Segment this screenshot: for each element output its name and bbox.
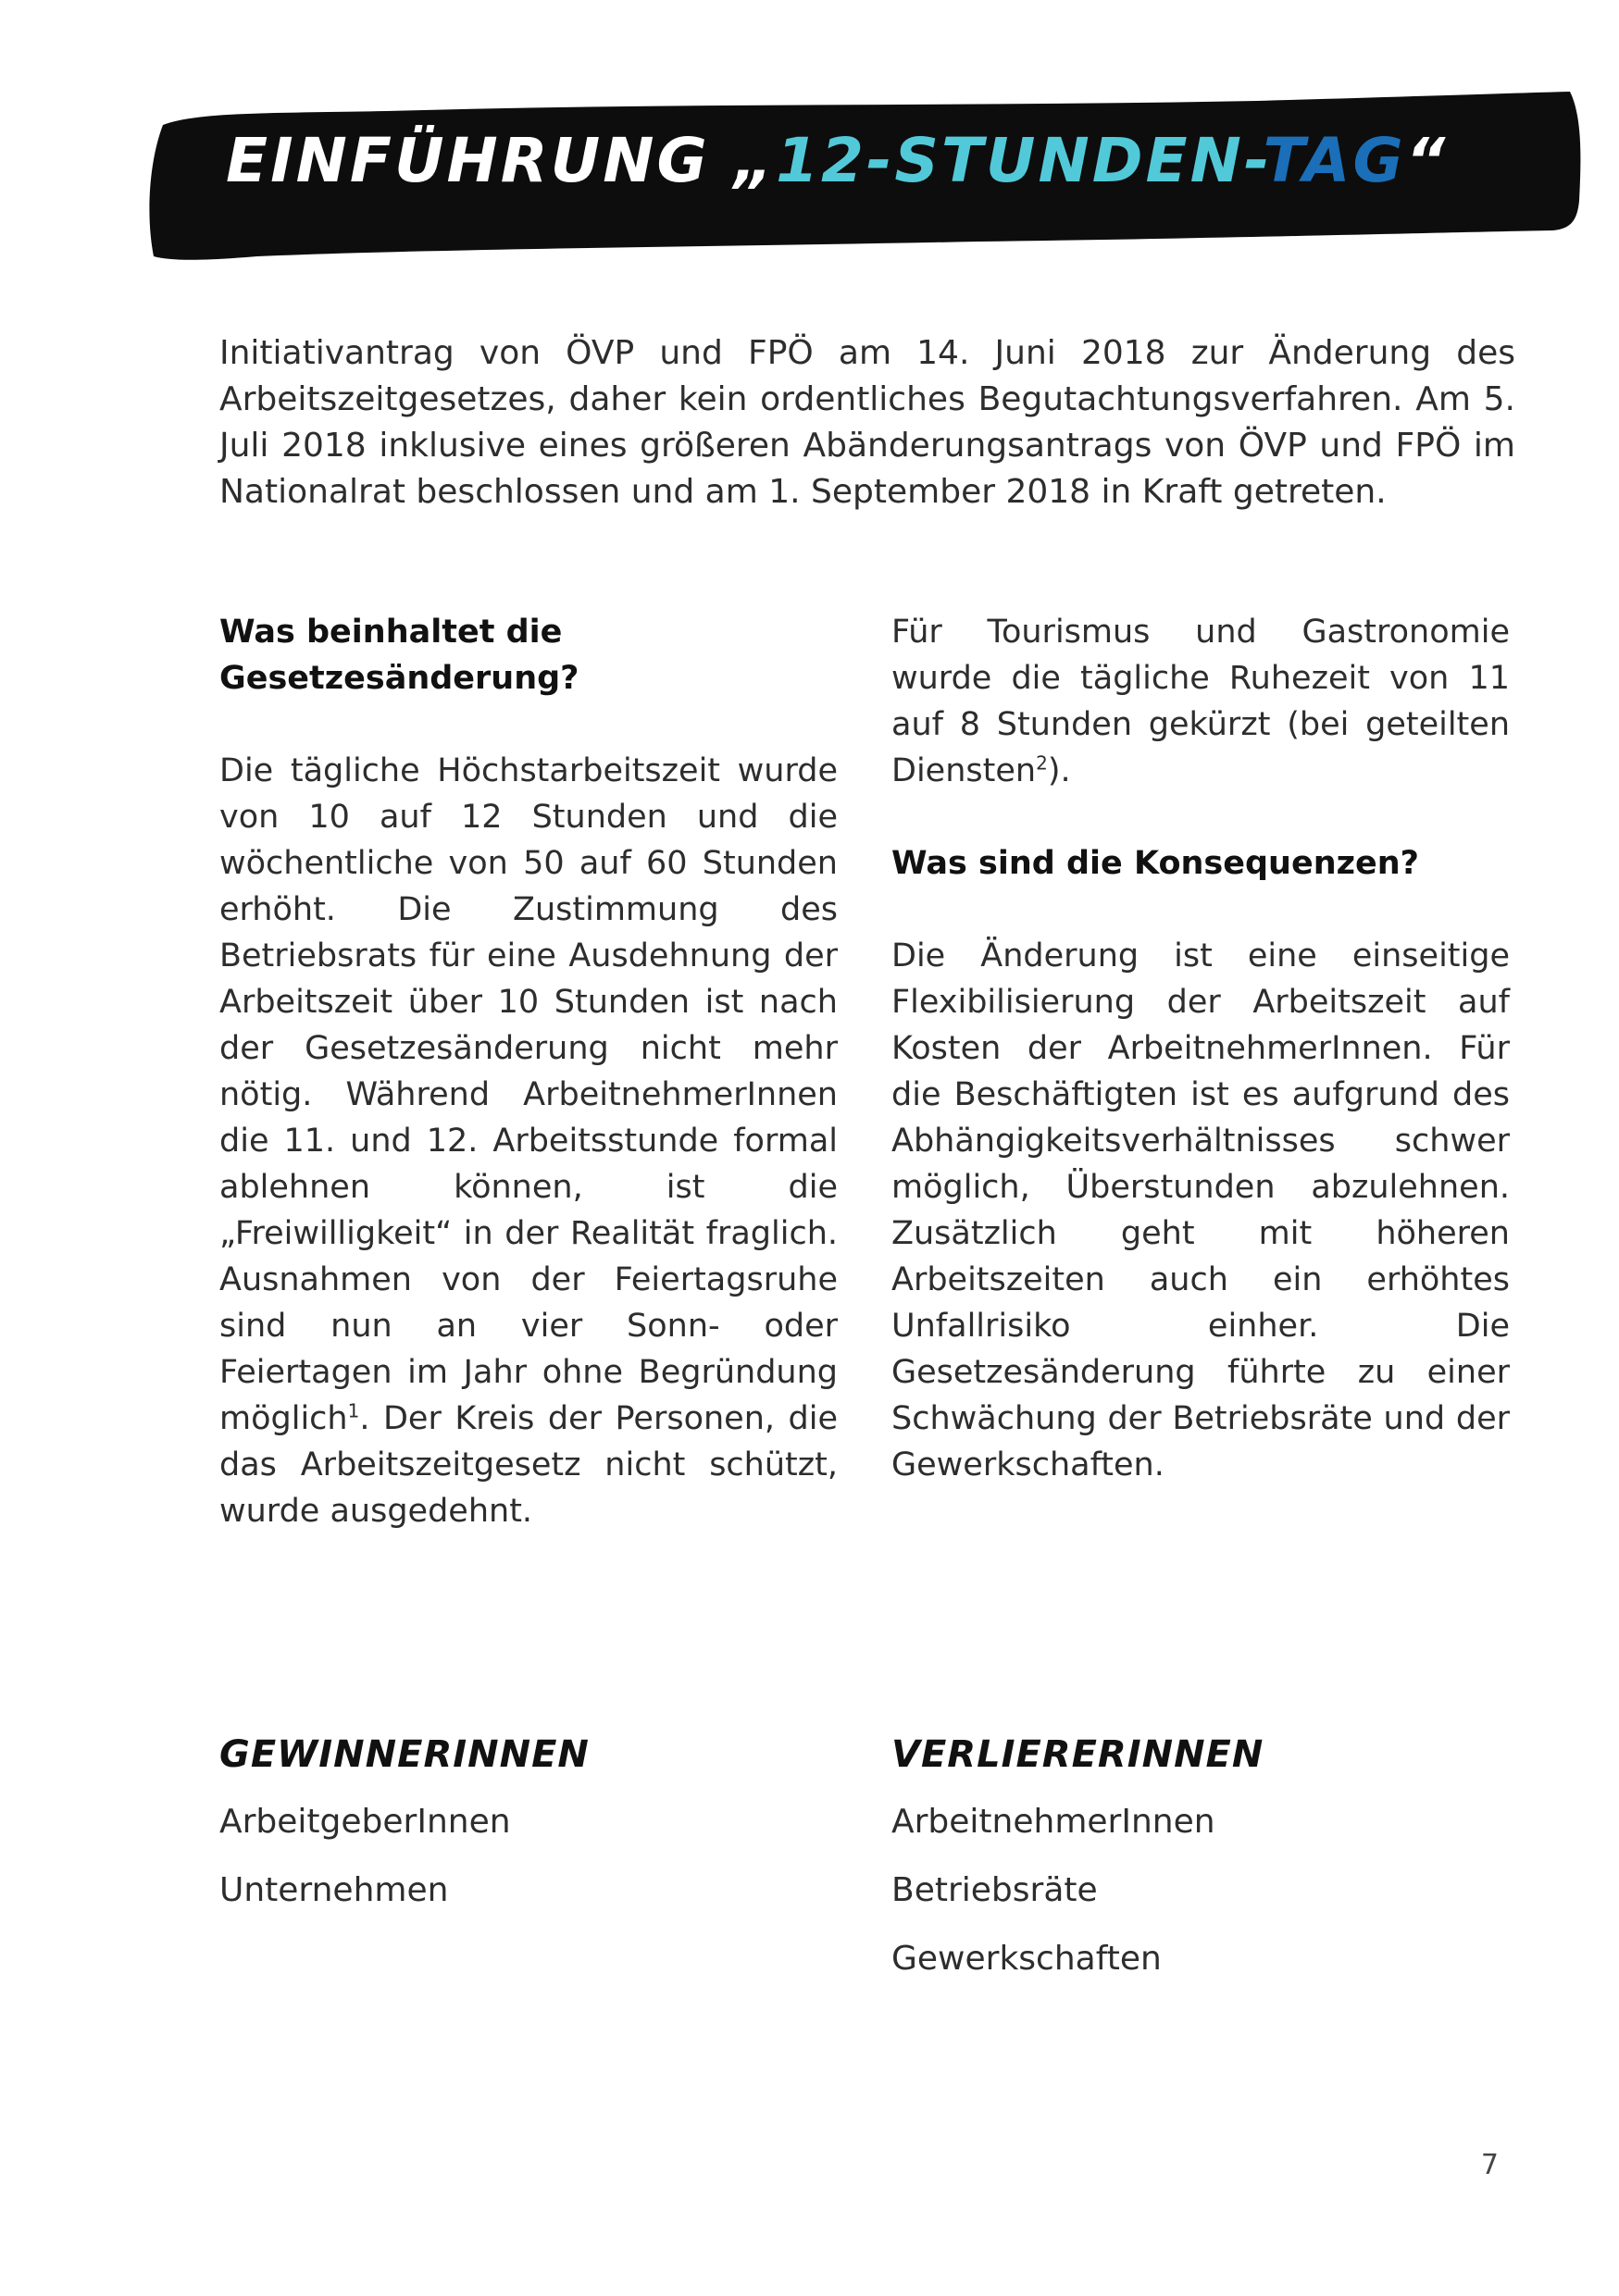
title-part-intro: EINFÜHRUNG „ [226,125,777,196]
left-body-text-end: . Der Kreis der Personen, die das Arbeitszeitgesetz nicht schützt, wurde ausgedehnt. [219,1400,838,1530]
losers-list [891,1729,1447,1993]
right-intro-paragraph [891,609,1510,794]
losers-item: ArbeitnehmerInnen [891,1803,1215,1841]
left-body-text: Die tägliche Höchstarbeitszeit wurde von 10 auf 12 Stunden und die wöchentliche von 50 auf 60 Stunden erhöht. Die Zustimmung des Betriebsrats für eine Ausdehnung der Arbeitszeit über 10 Stunden ist nach der Gesetzesänderung nicht mehr nötig. Während ArbeitnehmerInnen die 11. und 12. Arbeitsstunde formal ablehnen können, ist die „Freiwilligkeit“ in der Realität fraglich. Ausnahmen von der Feiertagsruhe sind nun an vier Sonn- oder Feiertagen im Jahr ohne Begründung möglich [219,752,838,1437]
left-column [219,609,838,1534]
title-part-close-quote: “ [1405,125,1449,196]
right-intro-text-end: ). [1047,752,1071,789]
intro-paragraph: Initiativantrag von ÖVP und FPÖ am 14. Juni 2018 zur Änderung des Arbeitszeitgesetzes, daher kein ordentliches Begutachtungsverfahren. Am 5. Juli 2018 inklusive eines größeren Abänderungsantrags von ÖVP und FPÖ im Nationalrat beschlossen und am 1. September 2018 in Kraft getreten. [219,334,1515,511]
winners-item: Unternehmen [219,1871,449,1909]
losers-title: VERLIERERINNEN [891,1733,1264,1776]
right-heading: Was sind die Konsequenzen? [891,845,1419,882]
title-part-tag: TAG [1263,125,1406,196]
footnote-ref-1: 1 [347,1399,360,1422]
left-body [219,748,838,1534]
footnote-ref-2: 2 [1036,751,1048,775]
winners-title: GEWINNERINNEN [219,1733,590,1776]
losers-item: Betriebsräte [891,1871,1098,1909]
title-banner [146,90,1583,262]
right-body: Die Änderung ist eine einseitige Flexibilisierung der Arbeitszeit auf Kosten der ArbeitnehmerInnen. Für die Beschäftigten ist es aufgrund des Abhängigkeitsverhältnisses schwer möglich, Überstunden abzulehnen. Zusätzlich geht mit höheren Arbeitszeiten auch ein erhöhtes Unfallrisiko einher. Die Gesetzesänderung führte zu einer Schwächung der Betriebsräte und der Gewerkschaften. [891,937,1510,1483]
left-heading: Was beinhaltet die Gesetzesänderung? [219,614,579,697]
page-title [226,125,1449,196]
page-number: 7 [1480,2149,1499,2181]
title-part-12-stunden: 12-STUNDEN- [776,125,1264,196]
right-intro-text: Für Tourismus und Gastronomie wurde die tägliche Ruhezeit von 11 auf 8 Stunden gekürzt (bei geteilten Diensten [891,614,1510,789]
losers-item: Gewerkschaften [891,1940,1162,1978]
right-column [891,609,1510,1488]
winners-list [219,1729,775,1925]
winners-item: ArbeitgeberInnen [219,1803,511,1841]
